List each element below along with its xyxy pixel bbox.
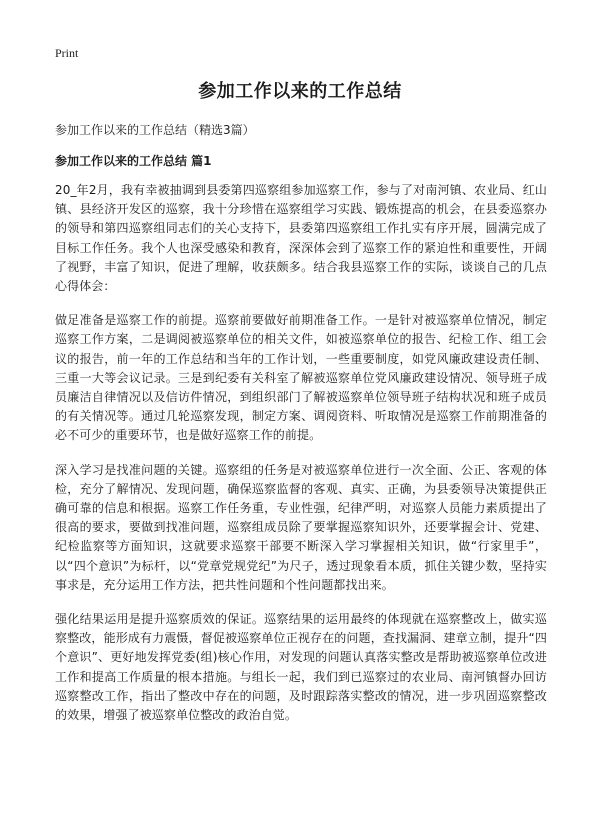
section-heading: 参加工作以来的工作总结 篇1	[55, 154, 212, 168]
print-link[interactable]: Print	[55, 46, 79, 60]
paragraph-preparation: 做足准备是巡察工作的前提。巡察前要做好前期准备工作。一是针对被巡察单位情况，制定巡察工作方案，二是调阅被巡察单位的相关文件，如被巡察单位的报告、纪检工作、组工会议的报告，前一年的工作总结和当年的工作计划，一些重要制度，如党风廉政建设责任制、三重一大等会议记录。三是到纪委有关科室了解被巡察单位党风廉政建设情况、领导班子成员廉洁自律情况以及信访件情况，到组织部门了解被巡察单位领导班子结构状况和班子成员的有关情况等。通过几轮巡察发现，制定方案、调阅资料、听取情况是巡察工作前期准备的必不可少的重要环节，也是做好巡察工作的前提。	[55, 313, 547, 443]
paragraph-study: 深入学习是找准问题的关键。巡察组的任务是对被巡察单位进行一次全面、公正、客观的体检，充分了解情况、发现问题，确保巡察监督的客观、真实、正确，为县委领导决策提供正确可靠的信息和根据。巡察工作任务重，专业性强，纪律严明，对巡察人员能力素质提出了很高的要求，要做到找准问题，巡察组成员除了要掌握巡察知识外，还要掌握会计、党建、纪检监察等方面知识，这就要求巡察干部要不断深入学习掌握相关知识，做“行家里手”，以“四个意识”为标杆，以“党章党规党纪”为尺子，透过现象看本质，抓住关键少数，坚持实事求是，充分运用工作方法，把共性问题和个性问题都找出来。	[55, 462, 547, 592]
article-body	[55, 181, 547, 740]
document-subtitle: 参加工作以来的工作总结（精选3篇）	[55, 123, 255, 137]
paragraph-intro: 20_年2月，我有幸被抽调到县委第四巡察组参加巡察工作，参与了对南河镇、农业局、红山镇、县经济开发区的巡察，我十分珍惜在巡察组学习实践、锻炼提高的机会，在县委巡察办的领导和第四巡察组同志们的关心支持下，县委第四巡察组工作扎实有序开展，圆满完成了目标工作任务。我个人也深受感染和教育，深深体会到了巡察工作的紧迫性和重要性，开阔了视野，丰富了知识，促进了理解，收获颇多。结合我县巡察工作的实际，谈谈自己的几点心得体会：	[55, 183, 547, 294]
paragraph-results: 强化结果运用是提升巡察质效的保证。巡察结果的运用最终的体现就在巡察整改上，做实巡察整改，能形成有力震慑，督促被巡察单位正视存在的问题，查找漏洞、建章立制，提升“四个意识”、更好地发挥党委(组)核心作用，对发现的问题认真落实整改是帮助被巡察单位改进工作和提高工作质量的根本措施。与组长一起，我们到已巡察过的农业局、南河镇督办回访巡察整改工作，指出了整改中存在的问题，及时跟踪落实整改的情况，进一步巩固巡察整改的效果，增强了被巡察单位整改的政治自觉。	[55, 612, 547, 723]
document-title: 参加工作以来的工作总结	[198, 81, 402, 102]
